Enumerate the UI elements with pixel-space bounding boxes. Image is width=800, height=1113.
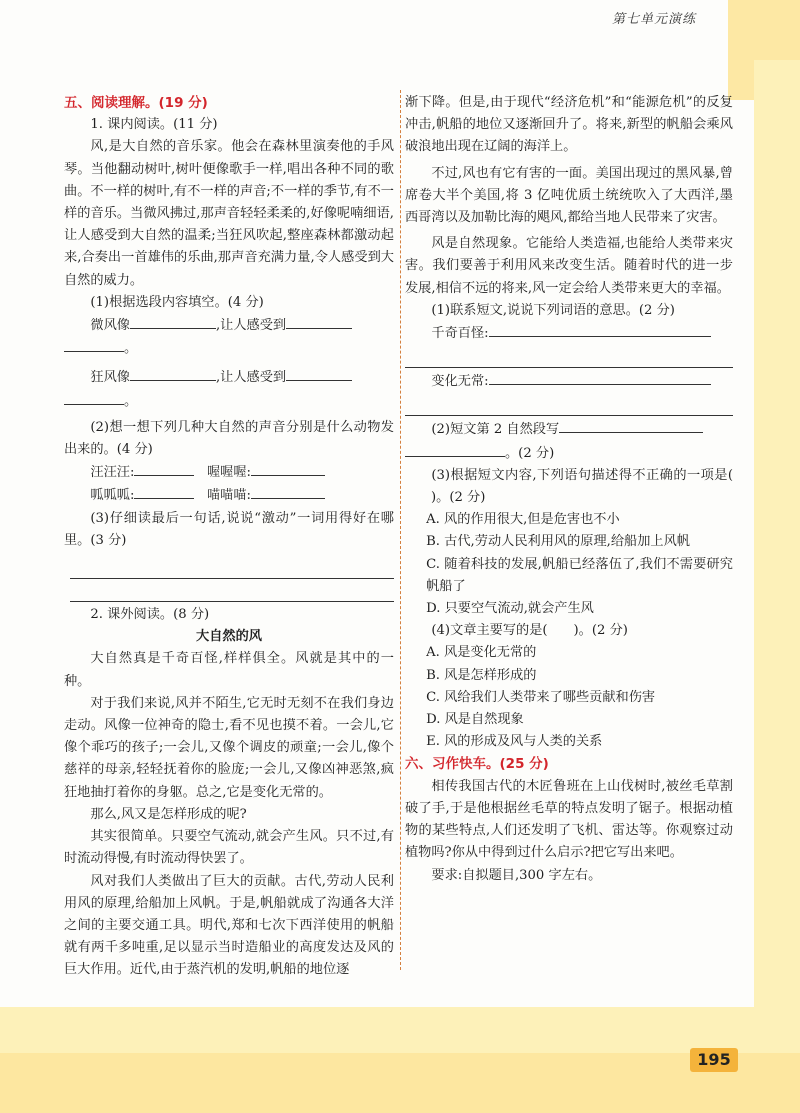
q4-option-e: E. 风的形成及风与人类的关系 bbox=[426, 734, 603, 750]
article-para-3: 那么,风又是怎样形成的呢? bbox=[90, 806, 247, 822]
fill-line-1: 微风像 ,让人感受到 bbox=[64, 314, 394, 337]
essay-requirement: 要求:自拟题目,300 字左右。 bbox=[431, 867, 602, 883]
sound-row-1: 汪汪汪: 喔喔喔: bbox=[64, 461, 394, 484]
answer-blank[interactable] bbox=[134, 461, 194, 476]
option-a: A. 风的作用很大,但是危害也不小 bbox=[426, 512, 620, 528]
article-title: 大自然的风 bbox=[196, 629, 262, 645]
answer-blank[interactable] bbox=[405, 442, 505, 457]
section-6-heading: 六、习作快车。(25 分) bbox=[405, 756, 549, 773]
fill-line-2-cont: 。 bbox=[64, 390, 394, 413]
q2-title: 2. 课外阅读。(8 分) bbox=[90, 607, 210, 623]
q2-4: (4)文章主要写的是( )。(2 分) bbox=[431, 623, 628, 639]
q2-2-cont: 。(2 分) bbox=[405, 442, 733, 465]
answer-line[interactable] bbox=[405, 393, 733, 416]
word-line-2: 变化无常: bbox=[405, 370, 733, 393]
column-divider bbox=[400, 90, 401, 970]
answer-blank[interactable] bbox=[559, 418, 703, 433]
fill-line-1-cont: 。 bbox=[64, 337, 394, 360]
left-column bbox=[64, 92, 394, 982]
q2-2: (2)短文第 2 自然段写 bbox=[405, 418, 733, 441]
q2-3: (3)根据短文内容,下列语句描述得不正确的一项是()。(2 分) bbox=[431, 467, 733, 506]
q4-option-c: C. 风给我们人类带来了哪些贡献和伤害 bbox=[426, 689, 656, 705]
answer-line[interactable] bbox=[70, 579, 394, 602]
option-d: D. 只要空气流动,就会产生风 bbox=[426, 601, 594, 617]
page-number: 195 bbox=[690, 1048, 738, 1072]
article-para-7: 风是自然现象。它能给人类造福,也能给人类带来灾害。我们要善于利用风来改变生活。随着时代的进一步发展,相信不远的将来,风一定会给人类带来更大的幸福。 bbox=[405, 236, 733, 296]
answer-blank[interactable] bbox=[251, 461, 325, 476]
article-para-6: 不过,风也有它有害的一面。美国出现过的黑风暴,曾席卷大半个美国,将 3 亿吨优质土统统吹入了大西洋,墨西哥湾以及加勒比海的飓风,都给当地人民带来了灾害。 bbox=[405, 165, 733, 226]
right-column bbox=[405, 92, 733, 887]
answer-blank[interactable] bbox=[130, 366, 216, 381]
answer-blank[interactable] bbox=[134, 484, 194, 499]
answer-line[interactable] bbox=[70, 556, 394, 579]
article-para-4: 其实很简单。只要空气流动,就会产生风。只不过,有时流动得慢,有时流动得快罢了。 bbox=[64, 829, 394, 867]
option-b: B. 古代,劳动人民利用风的原理,给船加上风帆 bbox=[426, 534, 690, 550]
q1-1: (1)根据选段内容填空。(4 分) bbox=[90, 294, 264, 310]
unit-label: 第七单元演练 bbox=[612, 12, 697, 27]
q1-3: (3)仔细读最后一句话,说说“激动”一词用得好在哪里。(3 分) bbox=[64, 510, 394, 548]
q4-option-d: D. 风是自然现象 bbox=[426, 712, 524, 728]
answer-blank[interactable] bbox=[64, 337, 124, 352]
essay-prompt: 相传我国古代的木匠鲁班在上山伐树时,被丝毛草割破了手,于是他根据丝毛草的特点发明了锯子。根据动植物的某些特点,人们还发明了飞机、雷达等。你观察过动植物吗?你从中得到过什么启示?把它写出来吧。 bbox=[405, 778, 733, 861]
sound-row-2: 呱呱呱: 喵喵喵: bbox=[64, 484, 394, 507]
decorative-bottom-band bbox=[0, 1053, 800, 1113]
answer-blank[interactable] bbox=[489, 370, 711, 385]
answer-blank[interactable] bbox=[489, 322, 711, 337]
answer-blank[interactable] bbox=[64, 390, 124, 405]
word-line-1: 千奇百怪: bbox=[405, 322, 733, 345]
answer-blank[interactable] bbox=[130, 314, 216, 329]
article-para-2: 对于我们来说,风并不陌生,它无时无刻不在我们身边走动。风像一位神奇的隐士,看不见也摸不着。一会儿,它像个乖巧的孩子;一会儿,又像个调皮的顽童;一会儿,像个慈祥的母亲,轻轻抚着你的脸庞;一会儿,又像凶神恶煞,疯狂地抽打着你的身躯。总之,它是变化无常的。 bbox=[64, 695, 394, 800]
passage-1: 风,是大自然的音乐家。他会在森林里演奏他的手风琴。当他翻动树叶,树叶便像歌手一样,唱出各种不同的歌曲。不一样的树叶,有不一样的声音;不一样的季节,有不一样的音乐。当微风拂过,那声音轻轻柔柔的,好像呢喃细语,让人感受到大自然的温柔;当狂风吹起,整座森林都激动起来,合奏出一首雄伟的乐曲,那声音充满力量,令人感受到大自然的威力。 bbox=[64, 139, 394, 288]
answer-blank[interactable] bbox=[286, 366, 352, 381]
fill-line-2: 狂风像 ,让人感受到 bbox=[64, 366, 394, 389]
article-para-5: 风对我们人类做出了巨大的贡献。古代,劳动人民利用风的原理,给船加上风帆。于是,帆船就成了沟通各大洋之间的主要交通工具。明代,郑和七次下西洋使用的帆船就有两千多吨重,足以显示当时造船业的高度发达及风的巨大作用。近代,由于蒸汽机的发明,帆船的地位逐 bbox=[64, 873, 394, 978]
q2-1: (1)联系短文,说说下列词语的意思。(2 分) bbox=[431, 302, 675, 318]
article-para-5-cont: 渐下降。但是,由于现代“经济危机”和“能源危机”的反复冲击,帆船的地位又逐渐回升了。将来,新型的帆船会乘风破浪地出现在辽阔的海洋上。 bbox=[405, 95, 733, 155]
decorative-right-border bbox=[754, 60, 800, 1113]
answer-blank[interactable] bbox=[286, 314, 352, 329]
q4-option-b: B. 风是怎样形成的 bbox=[426, 667, 537, 683]
answer-line[interactable] bbox=[405, 345, 733, 368]
option-c: C. 随着科技的发展,帆船已经落伍了,我们不需要研究帆船了 bbox=[426, 556, 733, 594]
article-para-1: 大自然真是千奇百怪,样样俱全。风就是其中的一种。 bbox=[64, 651, 394, 689]
q1-title: 1. 课内阅读。(11 分) bbox=[90, 117, 218, 133]
q4-option-a: A. 风是变化无常的 bbox=[426, 645, 537, 661]
section-5-heading: 五、阅读理解。(19 分) bbox=[64, 95, 208, 111]
q1-2: (2)想一想下列几种大自然的声音分别是什么动物发出来的。(4 分) bbox=[64, 419, 394, 458]
answer-blank[interactable] bbox=[251, 484, 325, 499]
